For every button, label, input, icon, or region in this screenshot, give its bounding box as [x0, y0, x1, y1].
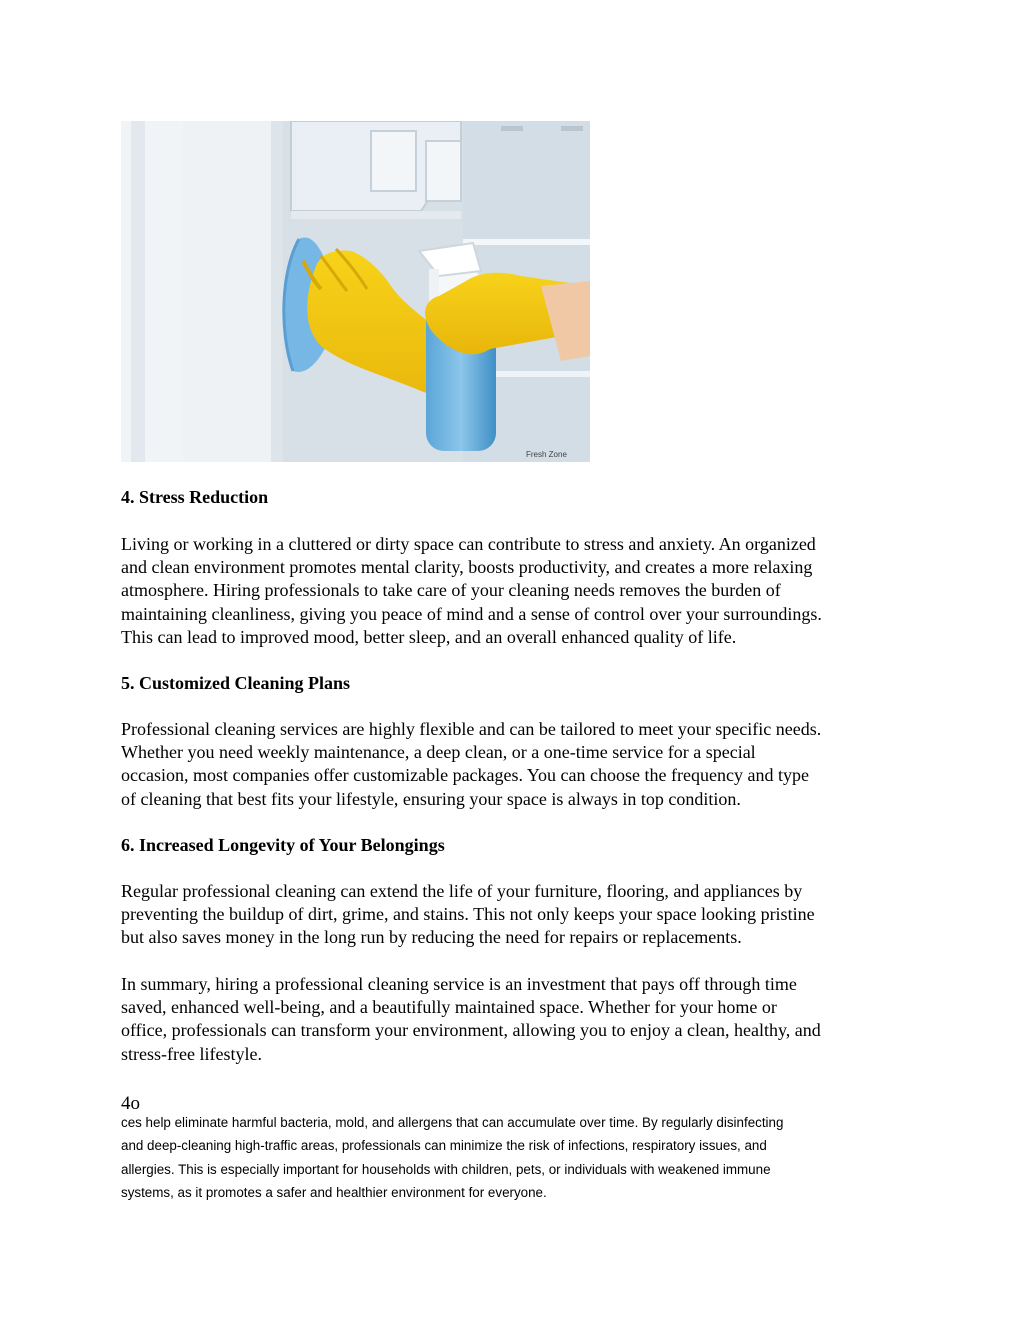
section-heading-stress-reduction: 4. Stress Reduction [121, 487, 269, 507]
fragment-mark: 4o [121, 1093, 140, 1114]
paragraph-line: Professional cleaning services are highly flexible and can be tailored to meet your specific needs. [121, 719, 822, 739]
paragraph-line: but also saves money in the long run by reducing the need for repairs or replacements. [121, 927, 742, 948]
paragraph-line: saved, enhanced well-being, and a beautifully maintained space. Whether for your home or [121, 997, 777, 1018]
paragraph-line: occasion, most companies offer customizable packages. You can choose the frequency and type [121, 765, 809, 786]
paragraph-line: Living or working in a cluttered or dirty space can contribute to stress and anxiety. An organized [121, 534, 816, 554]
paragraph-line: Whether you need weekly maintenance, a deep clean, or a one-time service for a special [121, 742, 756, 763]
paragraph-line: and clean environment promotes mental clarity, boosts productivity, and creates a more relaxing [121, 557, 813, 578]
section-paragraph-stress-reduction [121, 533, 911, 649]
paragraph-line: In summary, hiring a professional cleaning service is an investment that pays off through time [121, 974, 797, 994]
paragraph-line: Regular professional cleaning can extend the life of your furniture, flooring, and appliances by [121, 881, 803, 901]
paragraph-line: and deep-cleaning high-traffic areas, professionals can minimize the risk of infections, respiratory issues, and [121, 1138, 767, 1154]
paragraph-line: maintaining cleanliness, giving you peace of mind and a sense of control over your surroundings. [121, 603, 822, 624]
paragraph-line: This can lead to improved mood, better sleep, and an overall enhanced quality of life. [121, 626, 737, 647]
section-paragraph-longevity [121, 880, 911, 950]
paragraph-line: preventing the buildup of dirt, grime, and stains. This not only keeps your space looking pristine [121, 904, 815, 925]
fragment-paragraph [121, 1111, 921, 1204]
paragraph-line: of cleaning that best fits your lifestyle, ensuring your space is always in top condition. [121, 788, 741, 809]
paragraph-line: ces help eliminate harmful bacteria, mold, and allergens that can accumulate over time. By regularly disinfecting [121, 1115, 784, 1130]
paragraph-line: stress-free lifestyle. [121, 1043, 262, 1064]
paragraph-line: allergies. This is especially important for households with children, pets, or individuals with weakened immune [121, 1161, 771, 1177]
cleaning-photo [121, 121, 590, 462]
summary-paragraph [121, 973, 911, 1066]
paragraph-line: office, professionals can transform your environment, allowing you to enjoy a clean, healthy, and [121, 1020, 821, 1041]
section-paragraph-customized-plans [121, 718, 911, 811]
section-heading-customized-plans: 5. Customized Cleaning Plans [121, 673, 351, 693]
paragraph-line: systems, as it promotes a safer and healthier environment for everyone. [121, 1184, 547, 1200]
image-caption: Fresh Zone [526, 450, 567, 459]
paragraph-line: atmosphere. Hiring professionals to take care of your cleaning needs removes the burden of [121, 580, 781, 601]
section-heading-longevity: 6. Increased Longevity of Your Belongings [121, 835, 445, 855]
